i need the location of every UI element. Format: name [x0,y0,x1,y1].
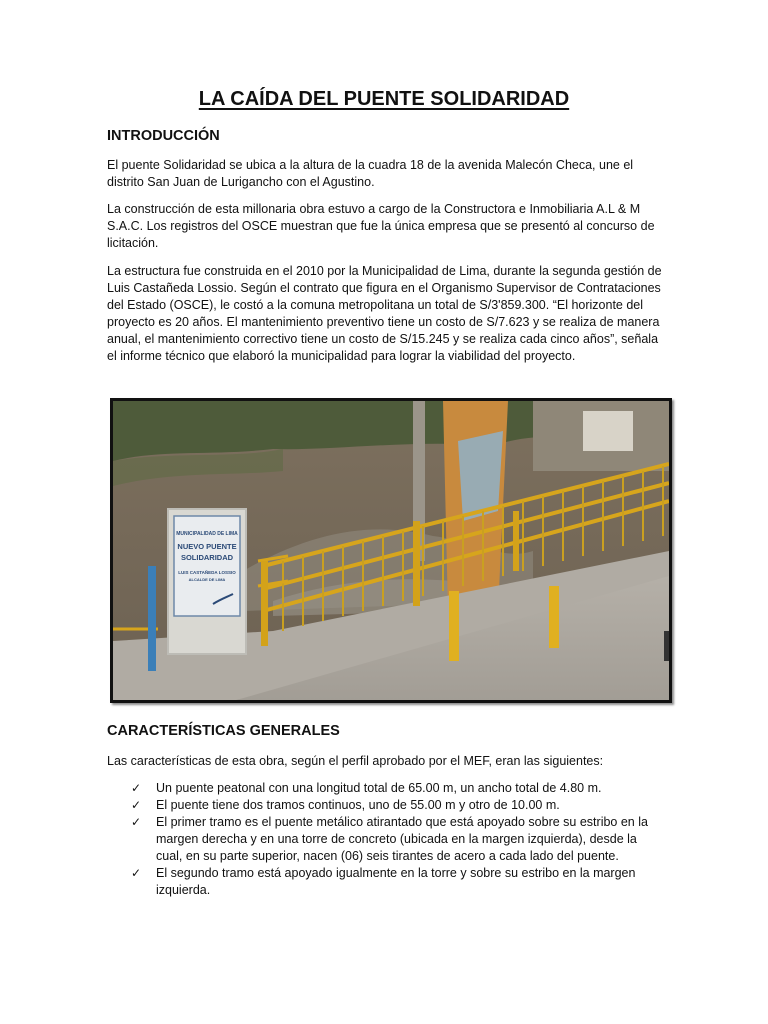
list-item: ✓ El segundo tramo está apoyado igualmente en la torre y sobre su estribo en la margen izquierda. [131,866,636,897]
checkmark-icon: ✓ [131,781,142,795]
list-item: ✓ El puente tiene dos tramos continuos, uno de 55.00 m y otro de 10.00 m. [131,798,560,812]
intro-paragraph-3: La estructura fue construida en el 2010 por la Municipalidad de Lima, durante la segunda gestión de Luis Castañeda Lossio. Según el contrato que figura en el Organismo Supervisor de Contrataciones del Estado (OSCE), le costó a la comuna metropolitana un total de S/3'859.300. “El horizonte del proyecto es 20 años. El mantenimiento preventivo tiene un costo de S/7.623 y se realiza de manera anual, el mantenimiento correctivo tiene un costo de S/15.245 y se realiza cada cinco años”, señala el informe técnico que elaboró la municipalidad para lograr la viabilidad del proyecto. [107,264,662,363]
features-list [131,780,661,899]
page-title: LA CAÍDA DEL PUENTE SOLIDARIDAD [198,88,570,110]
features-intro: Las características de esta obra, según el perfil aprobado por el MEF, eran las siguientes: [107,754,604,768]
sign-line-1: MUNICIPALIDAD DE LIMA [176,531,238,537]
intro-paragraph-2: La construcción de esta millonaria obra estuvo a cargo de la Constructora e Inmobiliaria A.L & M S.A.C. Los registros del OSCE muestran que fue la única empresa que se presentó al concurso de licitación. [107,202,655,250]
checkmark-icon: ✓ [131,815,142,829]
sign-line-5: ALCALDE DE LIMA [188,577,226,582]
list-item: ✓ El primer tramo es el puente metálico atirantado que está apoyado sobre su estribo en la margen derecha y en una torre de concreto (ubicada en la margen izquierda), desde la cual, en su parte superior, nacen (06) seis tirantes de acero a cada lado del puente. [131,815,648,863]
intro-paragraph-1: El puente Solidaridad se ubica a la altura de la cuadra 18 de la avenida Malecón Checa, une el distrito San Juan de Lurigancho con el Agustino. [107,158,634,189]
checkmark-icon: ✓ [131,798,142,812]
intro-heading: INTRODUCCIÓN [107,128,220,144]
bridge-photo [110,398,672,703]
sign-line-4: LUIS CASTAÑEDA LOSSIO [178,570,236,575]
list-item: ✓ Un puente peatonal con una longitud total de 65.00 m, un ancho total de 4.80 m. [131,781,602,795]
checkmark-icon: ✓ [131,866,142,880]
sign-line-2: NUEVO PUENTE [177,542,237,551]
features-heading: CARACTERÍSTICAS GENERALES [107,723,340,739]
sign-line-3: SOLIDARIDAD [180,553,234,562]
